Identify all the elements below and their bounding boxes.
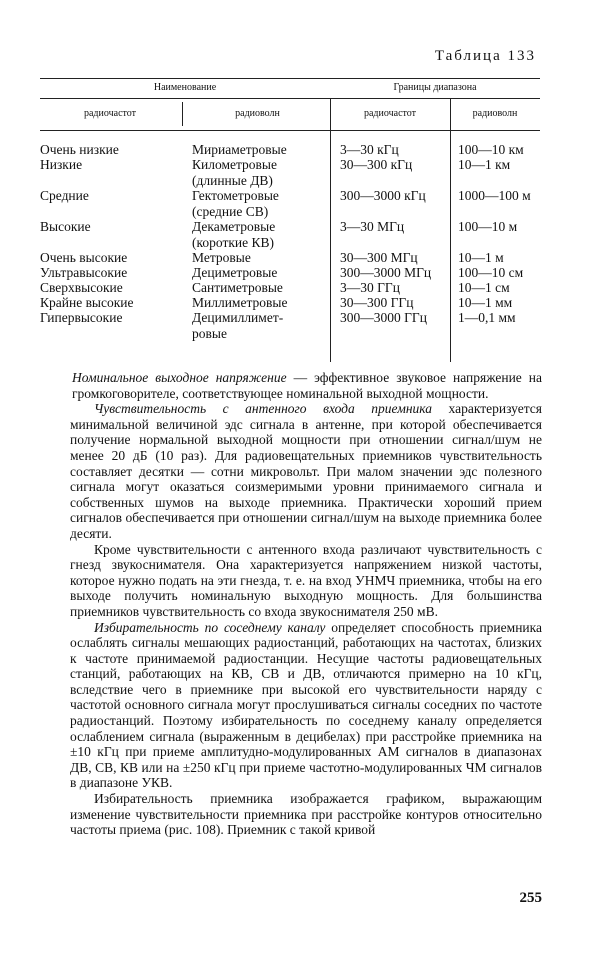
paragraph-selectivity-graph: Избирательность приемника изображается графиком, выражающим изменение чувствительности приемника при расстройке контуров относительно частоты приема (рис. 108). Приемник с такой кривой	[70, 791, 542, 838]
term-sensitivity: Чувствительность с антенного входа приемника	[94, 401, 432, 417]
wave-range-2: 1000—100 м	[458, 188, 531, 203]
paragraph-sensitivity	[70, 401, 542, 541]
subheader-radiofreq: радиочастот	[83, 108, 136, 119]
page-number: 255	[519, 890, 542, 906]
paragraph-text: характеризуется минимальной величиной эдс сигнала в антенне, при которой обеспечивается получение нормальной выходной мощности при отношении сигнал/шум не менее 20 дБ (10 раз). Для радиовещательных приемников чувствительность составляет десятки — сотни микровольт. При малом значении эдс полезного сигнала могут оказаться соизмеримыми уровни принимаемого сигнала и собственных шумов на выходе приемника. Практически хороший прием сигналов обеспечивается при отношении сигнал/шум на выходе приемника более десяти.	[70, 401, 542, 541]
wave-name-5: Дециметровые	[192, 265, 278, 280]
table-caption: Таблица 133	[434, 48, 536, 64]
paragraph-selectivity	[70, 620, 542, 792]
frequency-table	[40, 78, 540, 362]
freq-range-7: 30—300 ГГц	[340, 295, 414, 310]
freq-range-5: 300—3000 МГц	[340, 265, 432, 280]
subheader-divider	[182, 102, 183, 126]
freq-name-8: Гипервысокие	[40, 310, 123, 325]
freq-name-1: Низкие	[40, 157, 83, 172]
paragraph-text: — эффективное звуковое напряжение на громкоговорителе, соответствующее номинальной выходной мощности.	[72, 370, 543, 401]
freq-name-3: Высокие	[40, 219, 91, 234]
freq-range-8: 300—3000 ГГц	[340, 310, 427, 325]
wave-range-7: 10—1 мм	[458, 295, 513, 310]
freq-range-0: 3—30 кГц	[340, 142, 399, 157]
freq-range-1: 30—300 кГц	[340, 157, 413, 172]
freq-name-7: Крайне высокие	[40, 295, 134, 310]
freq-range-4: 30—300 МГц	[340, 250, 418, 265]
freq-range-2: 300—3000 кГц	[340, 188, 426, 203]
freq-range-6: 3—30 ГГц	[340, 280, 400, 295]
wave-name-7: Миллиметровые	[192, 295, 288, 310]
wave-range-8: 1—0,1 мм	[458, 310, 516, 325]
subheader-freq: радиочастот	[363, 108, 416, 119]
freq-range-3: 3—30 МГц	[340, 219, 405, 234]
wave-name-3: Декаметровые (короткие КВ)	[192, 219, 276, 250]
wave-range-1: 10—1 км	[458, 157, 511, 172]
freq-name-6: Сверхвысокие	[40, 280, 123, 295]
body-text	[70, 370, 542, 838]
wave-range-3: 100—10 м	[458, 219, 518, 234]
header-bounds: Границы диапазона	[393, 82, 477, 93]
term-nominal-voltage: Номинальное выходное напряжение	[72, 370, 287, 385]
paragraph-text: определяет способность приемника ослаблять сигналы мешающих радиостанций, работающих на частотах, близких к частоте принимаемой радиостанции. Несущие частоты радиовещательных станций, работающих на КВ, СВ и ДВ, отличаются примерно на 10 кГц, вследствие чего в приемнике при высокой его чувствительности наряду с частотой основного сигнала могут прослушиваться сигналы соседних по частоте радиостанций. Поэтому избирательность по соседнему каналу определяется ослаблением сигнала (выраженным в децибелах) при расстройке приемника на ±10 кГц при приеме амплитудно-модулированных АМ сигналов в диапазонах ДВ, СВ, КВ или на ±250 кГц при приеме частотно-модулированных ЧМ сигналов в диапазоне УКВ.	[70, 619, 542, 791]
column-divider-bounds	[330, 98, 331, 362]
wave-name-2: Гектометровые (средние СВ)	[192, 188, 279, 219]
freq-name-2: Средние	[40, 188, 89, 203]
header-bottom-rule	[40, 130, 540, 131]
header-mid-rule	[40, 98, 540, 99]
subheader-waves: радиоволн	[472, 108, 518, 119]
freq-name-4: Очень высокие	[40, 250, 128, 265]
wave-range-6: 10—1 см	[458, 280, 510, 295]
column-divider-waves	[450, 98, 451, 362]
wave-name-0: Мириаметровые	[192, 142, 287, 157]
wave-name-4: Метровые	[192, 250, 251, 265]
subheader-radiowaves: радиоволн	[235, 108, 280, 119]
wave-name-6: Сантиметровые	[192, 280, 283, 295]
wave-name-1: Километровые (длинные ДВ)	[192, 157, 277, 188]
header-name: Наименование	[153, 82, 217, 93]
paragraph-nominal-voltage	[72, 370, 542, 401]
table-top-rule	[40, 78, 540, 79]
wave-name-8: Децимиллимет- ровые	[192, 310, 284, 341]
freq-name-0: Очень низкие	[40, 142, 119, 157]
wave-range-4: 10—1 м	[458, 250, 504, 265]
paragraph-pickup-sensitivity: Кроме чувствительности с антенного входа различают чувствительность с гнезд звукоснимателя. Она характеризуется напряжением низкой частоты, которое нужно подать на эти гнезда, т. е. на вход УНМЧ приемника, чтобы на его выходе получить номинальную выходную мощность. Для большинства приемников чувствительность со входа звукоснимателя 250 мВ.	[70, 541, 542, 619]
wave-range-0: 100—10 км	[458, 142, 524, 157]
freq-name-5: Ультравысокие	[40, 265, 128, 280]
term-selectivity: Избирательность по соседнему каналу	[94, 619, 326, 635]
wave-range-5: 100—10 см	[458, 265, 524, 280]
